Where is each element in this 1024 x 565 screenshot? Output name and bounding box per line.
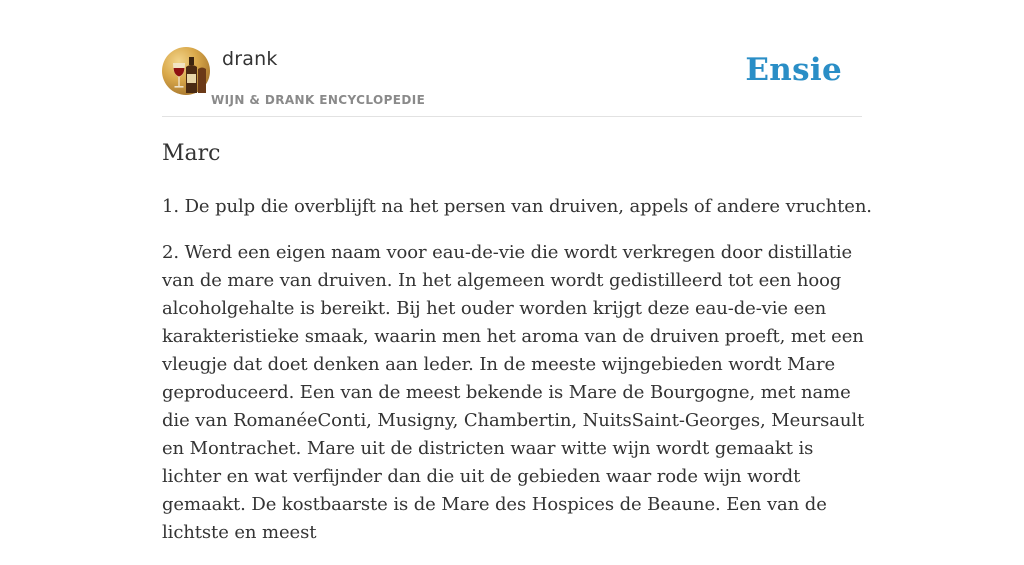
source-avatar[interactable] — [162, 47, 210, 95]
article-title: Marc — [162, 141, 221, 166]
brand-logo[interactable]: Ensie — [745, 52, 842, 88]
source-subtitle: WIJN & DRANK ENCYCLOPEDIE — [211, 93, 426, 107]
source-name[interactable]: drank — [222, 48, 278, 70]
article-paragraph: 2. Werd een eigen naam voor eau-de-vie die wordt verkregen door distillatie van de mare van druiven. In het algemeen wordt gedistilleerd tot een hoog alcoholgehalte is bereikt. Bij het ouder worden krijgt deze eau-de-vie een karakteristieke smaak, waarin men het aroma van de druiven proeft, met een vleugje dat doet denken aan leder. In de meeste wijngebieden wordt Mare geproduceerd. Een van de meest bekende is Mare de Bourgogne, met name die van RomanéeConti, Musigny, Chambertin, NuitsSaint-Georges, Meursault en Montrachet. Mare uit de districten waar witte wijn wordt gemaakt is lichter en wat verfijnder dan die uit de gebieden waar rode wijn wordt gemaakt. De kostbaarste is de Mare des Hospices de Beaune. Een van de lichtste en meest — [162, 242, 865, 543]
article-paragraph: 1. De pulp die overblijft na het persen van druiven, appels of andere vruchten. — [162, 196, 872, 217]
article — [162, 138, 872, 565]
wine-bottle-glass-icon — [162, 47, 210, 95]
header — [162, 46, 862, 117]
